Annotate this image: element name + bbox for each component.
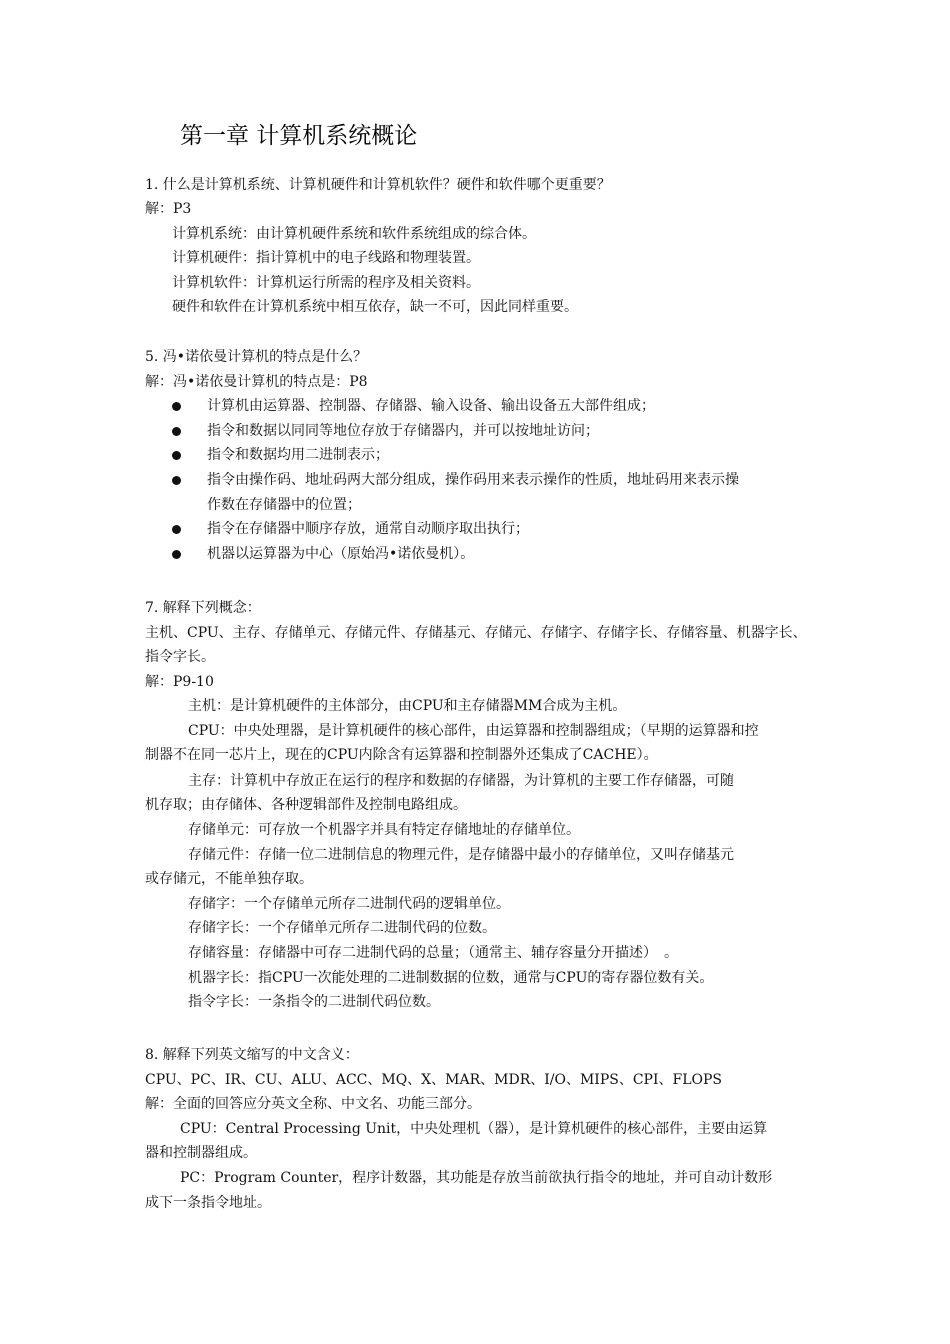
answer-1-line: 计算机硬件：指计算机中的电子线路和物理装置。 [172, 250, 480, 266]
answer-7-line: 存储元件：存储一位二进制信息的物理元件，是存储器中最小的存储单位，又叫存储基元 [188, 847, 734, 863]
answer-7-line: 存储字：一个存储单元所存二进制代码的逻辑单位。 [188, 896, 510, 912]
answer-7-line: 或存储元，不能单独存取。 [145, 871, 313, 887]
bullet-item: 指令在存储器中顺序存放，通常自动顺序取出执行； [207, 521, 529, 537]
question-7: 7. 解释下列概念： [145, 600, 261, 616]
answer-7-line: 机器字长：指CPU一次能处理的二进制数据的位数，通常与CPU的寄存器位数有关。 [188, 970, 714, 986]
answer-8-intro: 解：全面的回答应分英文全称、中文名、功能三部分。 [145, 1096, 481, 1112]
bullet-item: 机器以运算器为中心（原始冯•诺依曼机）。 [207, 546, 475, 562]
answer-1-line: 硬件和软件在计算机系统中相互依存，缺一不可，因此同样重要。 [172, 299, 578, 315]
answer-5-intro: 解：冯•诺依曼计算机的特点是：P8 [145, 374, 368, 390]
answer-7-line: 制器不在同一芯片上，现在的CPU内除含有运算器和控制器外还集成了CACHE）。 [145, 747, 658, 763]
answer-7-line: 主机：是计算机硬件的主体部分，由CPU和主存储器MM合成为主机。 [188, 698, 627, 714]
question-8-terms: CPU、PC、IR、CU、ALU、ACC、MQ、X、MAR、MDR、I/O、MIPS、CPI、FLOPS [145, 1072, 723, 1088]
bullet-icon [172, 525, 181, 534]
bullet-item-continuation: 作数在存储器中的位置； [207, 497, 361, 513]
bullet-icon [172, 451, 181, 460]
answer-7-line: 机存取；由存储体、各种逻辑部件及控制电路组成。 [145, 797, 467, 813]
bullet-icon [172, 550, 181, 559]
answer-1-intro: 解：P3 [145, 201, 192, 217]
answer-8-line: 成下一条指令地址。 [145, 1195, 271, 1211]
answer-7-line: CPU：中央处理器，是计算机硬件的核心部件，由运算器和控制器组成；（早期的运算器和控 [188, 723, 759, 739]
bullet-item: 计算机由运算器、控制器、存储器、输入设备、输出设备五大部件组成； [207, 398, 655, 414]
answer-1-line: 计算机系统：由计算机硬件系统和软件系统组成的综合体。 [172, 226, 536, 242]
question-7-terms: 指令字长。 [145, 649, 215, 665]
bullet-icon [172, 476, 181, 485]
bullet-item: 指令由操作码、地址码两大部分组成，操作码用来表示操作的性质，地址码用来表示操 [207, 472, 739, 488]
question-7-terms: 主机、CPU、主存、存储单元、存储元件、存储基元、存储元、存储字、存储字长、存储容量、机器字长、 [145, 625, 807, 641]
bullet-icon [172, 427, 181, 436]
answer-7-line: 主存：计算机中存放正在运行的程序和数据的存储器，为计算机的主要工作存储器，可随 [188, 773, 734, 789]
bullet-icon [172, 402, 181, 411]
answer-8-line: CPU：Central Processing Unit，中央处理机（器），是计算机硬件的核心部件，主要由运算 [180, 1121, 768, 1137]
answer-1-line: 计算机软件：计算机运行所需的程序及相关资料。 [172, 275, 480, 291]
answer-7-intro: 解：P9-10 [145, 674, 214, 690]
bullet-item: 指令和数据以同同等地位存放于存储器内，并可以按地址访问； [207, 423, 599, 439]
question-1: 1. 什么是计算机系统、计算机硬件和计算机软件？硬件和软件哪个更重要？ [145, 177, 611, 193]
answer-7-line: 指令字长：一条指令的二进制代码位数。 [188, 994, 440, 1010]
question-5: 5. 冯•诺依曼计算机的特点是什么？ [145, 349, 368, 365]
chapter-title: 第一章 计算机系统概论 [180, 123, 418, 149]
question-8: 8. 解释下列英文缩写的中文含义： [145, 1047, 359, 1063]
answer-7-line: 存储单元：可存放一个机器字并具有特定存储地址的存储单位。 [188, 822, 580, 838]
answer-8-line: 器和控制器组成。 [145, 1145, 257, 1161]
answer-8-line: PC：Program Counter，程序计数器，其功能是存放当前欲执行指令的地址，并可自动计数形 [180, 1170, 773, 1186]
answer-7-line: 存储容量：存储器中可存二进制代码的总量；（通常主、辅存容量分开描述） 。 [188, 945, 678, 961]
answer-7-line: 存储字长：一个存储单元所存二进制代码的位数。 [188, 920, 496, 936]
bullet-item: 指令和数据均用二进制表示； [207, 447, 389, 463]
